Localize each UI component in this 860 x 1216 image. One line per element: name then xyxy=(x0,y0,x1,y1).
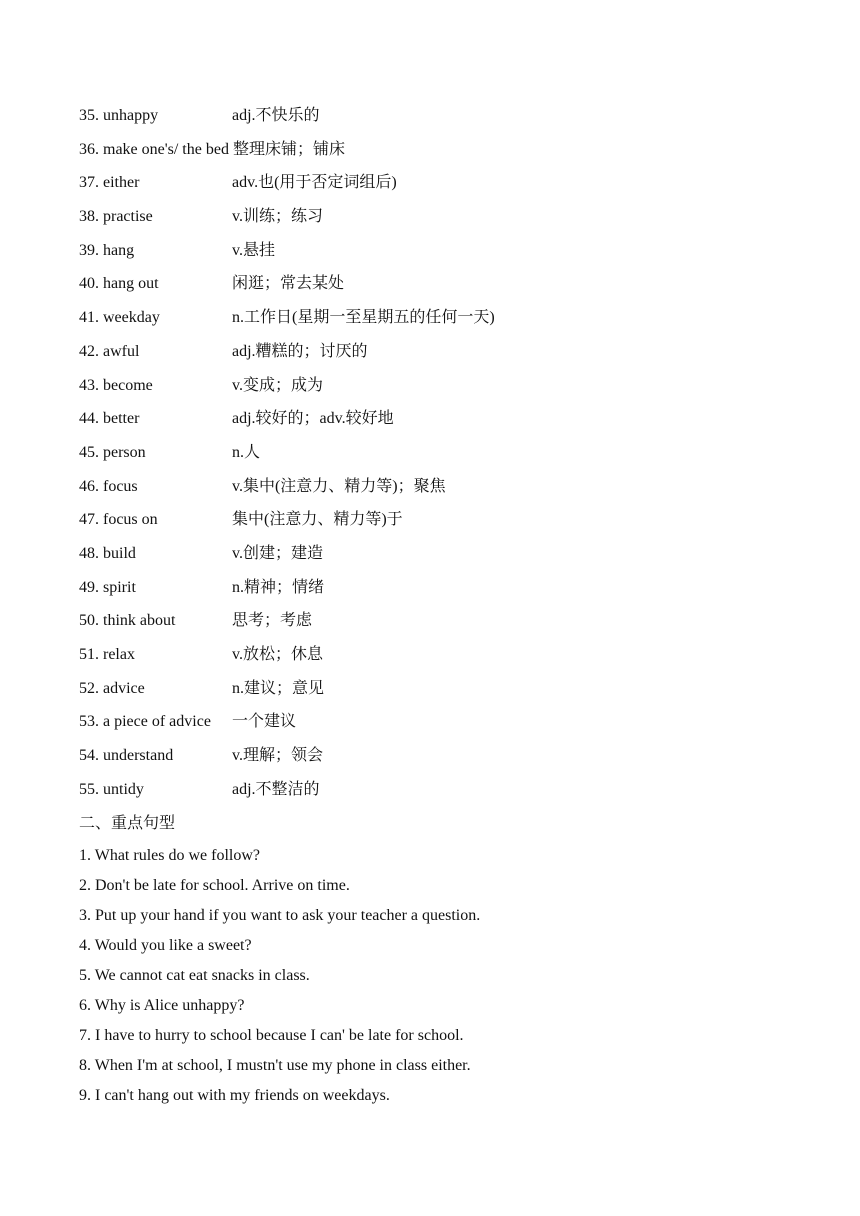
vocab-row xyxy=(79,402,799,436)
vocab-meaning: 思考；考虑 xyxy=(232,612,313,630)
vocab-term: 37. either xyxy=(79,174,140,192)
vocab-row xyxy=(79,335,799,369)
vocab-term: 46. focus xyxy=(79,477,138,495)
vocab-term: 41. weekday xyxy=(79,309,160,327)
vocab-meaning: v.训练；练习 xyxy=(232,208,323,226)
section-heading: 二、重点句型 xyxy=(79,815,176,832)
vocab-row xyxy=(79,537,799,571)
vocab-term: 54. understand xyxy=(79,747,174,765)
vocab-term: 44. better xyxy=(79,410,140,428)
vocab-meaning: v.理解；领会 xyxy=(232,747,323,765)
key-sentences-list xyxy=(79,841,799,1111)
vocab-meaning: v.创建；建造 xyxy=(232,544,323,562)
vocab-row xyxy=(79,705,799,739)
sentence-item: 2. Don't be late for school. Arrive on time. xyxy=(79,877,350,894)
vocab-meaning: 集中(注意力、精力等)于 xyxy=(232,511,403,529)
vocab-term: 52. advice xyxy=(79,679,145,697)
vocab-meaning: 闲逛；常去某处 xyxy=(232,275,345,293)
sentence-item: 4. Would you like a sweet? xyxy=(79,937,252,954)
vocab-meaning: n.精神；情绪 xyxy=(232,578,325,596)
vocab-term: 38. practise xyxy=(79,208,153,226)
vocab-term: 53. a piece of advice xyxy=(79,713,211,731)
vocab-row xyxy=(79,470,799,504)
sentence-item: 7. I have to hurry to school because I can' be late for school. xyxy=(79,1027,464,1044)
vocab-meaning: 一个建议 xyxy=(232,713,297,731)
vocab-row xyxy=(79,99,799,133)
vocab-term: 47. focus on xyxy=(79,511,158,529)
vocab-term: 49. spirit xyxy=(79,578,136,596)
sentence-item: 8. When I'm at school, I mustn't use my phone in class either. xyxy=(79,1057,471,1074)
vocab-meaning: adj.较好的；adv.较好地 xyxy=(232,410,394,428)
vocab-row xyxy=(79,267,799,301)
sentence-item: 9. I can't hang out with my friends on weekdays. xyxy=(79,1087,390,1104)
vocab-row xyxy=(79,166,799,200)
vocab-meaning: n.工作日(星期一至星期五的任何一天) xyxy=(232,309,495,327)
vocab-row xyxy=(79,301,799,335)
vocab-meaning: 整理床铺；铺床 xyxy=(232,140,345,158)
vocab-term: 48. build xyxy=(79,544,136,562)
vocab-row xyxy=(79,503,799,537)
vocab-term: 40. hang out xyxy=(79,275,159,293)
vocab-term: 42. awful xyxy=(79,342,140,360)
vocabulary-list xyxy=(79,99,799,806)
vocab-row xyxy=(79,369,799,403)
sentence-item: 3. Put up your hand if you want to ask your teacher a question. xyxy=(79,907,481,924)
vocab-meaning: v.放松；休息 xyxy=(232,646,323,663)
vocab-meaning: v.集中(注意力、精力等)；聚焦 xyxy=(232,477,446,495)
vocab-meaning: adv.也(用于否定词组后) xyxy=(232,174,397,192)
vocab-meaning: adj.不快乐的 xyxy=(232,107,320,124)
vocab-meaning: v.变成；成为 xyxy=(232,376,323,394)
vocab-term: 51. relax xyxy=(79,646,135,663)
vocab-term: 45. person xyxy=(79,443,146,461)
sentence-item: 5. We cannot cat eat snacks in class. xyxy=(79,967,310,984)
sentence-item: 1. What rules do we follow? xyxy=(79,847,260,864)
vocab-meaning: n.人 xyxy=(232,443,261,461)
vocab-meaning: v.悬挂 xyxy=(232,241,275,259)
vocab-term: 35. unhappy xyxy=(79,107,159,124)
vocab-term: 43. become xyxy=(79,376,153,394)
vocab-row xyxy=(79,234,799,268)
vocab-row xyxy=(79,604,799,638)
sentence-item: 6. Why is Alice unhappy? xyxy=(79,997,245,1014)
vocab-term: 50. think about xyxy=(79,612,176,630)
vocab-term: 55. untidy xyxy=(79,780,144,798)
vocab-meaning: adj.不整洁的 xyxy=(232,780,320,798)
vocab-row xyxy=(79,571,799,605)
vocab-row xyxy=(79,133,799,167)
vocab-term: 36. make one's/ the bed xyxy=(79,140,229,158)
vocab-row xyxy=(79,200,799,234)
vocab-meaning: n.建议；意见 xyxy=(232,679,325,697)
vocab-row xyxy=(79,672,799,706)
vocab-term: 39. hang xyxy=(79,241,135,259)
vocab-row xyxy=(79,436,799,470)
vocab-row xyxy=(79,638,799,672)
vocab-row xyxy=(79,773,799,807)
vocab-row xyxy=(79,739,799,773)
vocab-meaning: adj.糟糕的；讨厌的 xyxy=(232,342,368,360)
